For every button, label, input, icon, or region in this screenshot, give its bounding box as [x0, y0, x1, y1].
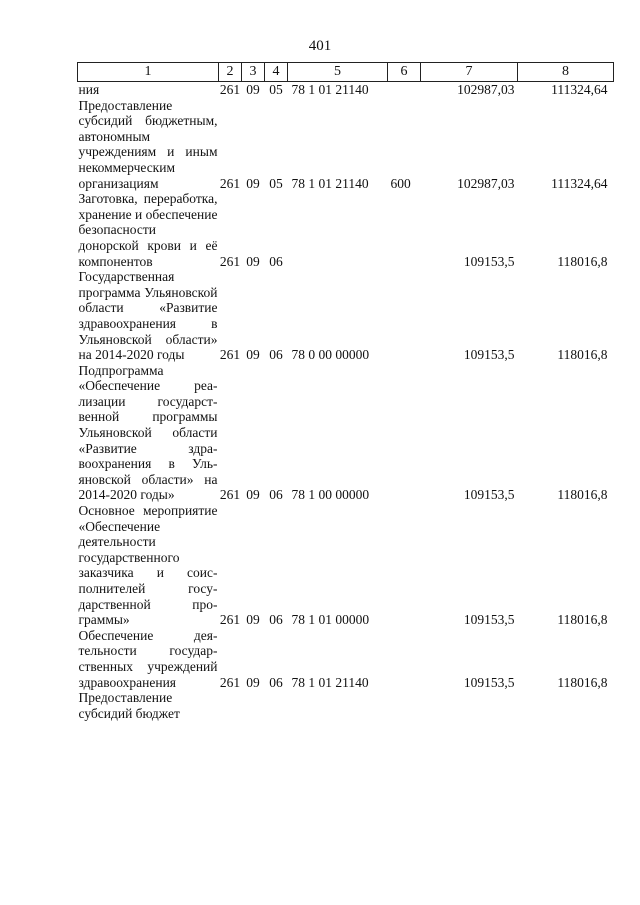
row-amount-2	[518, 690, 614, 721]
row-expense-type	[388, 269, 421, 363]
row-section	[242, 690, 265, 721]
header-row	[78, 63, 614, 82]
row-name: ния	[78, 82, 100, 97]
header-col-2: 2	[219, 63, 242, 82]
header-col-7: 7	[421, 63, 518, 82]
row-subsection: 06	[269, 612, 283, 628]
table-row	[78, 503, 614, 628]
row-amount-1	[421, 690, 518, 721]
row-target-article: 78 0 00 00000	[291, 347, 370, 363]
header-col-3: 3	[242, 63, 265, 82]
row-target-article: 78 1 01 21140	[291, 674, 369, 690]
row-expense-type	[388, 503, 421, 628]
table-row	[78, 363, 614, 503]
row-ministry	[219, 690, 242, 721]
row-amount-2: 111324,64	[551, 82, 608, 97]
row-target-article: 78 1 01 21140	[291, 82, 369, 97]
header-col-4: 4	[265, 63, 288, 82]
row-amount-1: 109153,5	[463, 487, 515, 503]
header-col-6: 6	[388, 63, 421, 82]
row-subsection: 06	[269, 674, 283, 690]
row-name: Предоставление субсидий бюджет	[78, 690, 180, 721]
row-name: Подпрограмма «Обеспечение реализации государственной программы Ульяновской области «Развитие здравоохранения в Ульяновской области» на 2014-2020 годы»	[78, 362, 218, 503]
row-amount-2: 118016,8	[557, 253, 608, 269]
row-target-article: 78 1 01 21140	[291, 175, 369, 191]
row-amount-1: 102987,03	[457, 175, 515, 191]
row-amount-1: 109153,5	[463, 612, 515, 628]
row-ministry: 261	[219, 347, 241, 363]
header-col-8: 8	[518, 63, 614, 82]
row-ministry: 261	[219, 487, 241, 503]
row-section: 09	[246, 82, 260, 97]
row-name: Предоставление субсидий бюджетным, автономным учреждениям и иным некоммерческим организациям	[78, 97, 218, 191]
budget-table	[77, 62, 614, 721]
row-section: 09	[246, 487, 260, 503]
row-amount-2: 118016,8	[557, 487, 608, 503]
row-expense-type	[388, 191, 421, 269]
page-number: 401	[308, 38, 332, 54]
row-expense-type	[388, 363, 421, 503]
row-subsection: 05	[269, 175, 283, 191]
row-section: 09	[246, 347, 260, 363]
row-amount-2: 118016,8	[557, 347, 608, 363]
row-subsection: 05	[269, 82, 283, 97]
row-expense-type: 600	[390, 175, 411, 191]
table-row	[78, 98, 614, 192]
row-amount-1: 109153,5	[463, 347, 515, 363]
table-row	[78, 82, 614, 98]
row-amount-1: 102987,03	[457, 82, 515, 97]
row-target-article	[288, 690, 388, 721]
row-section: 09	[246, 612, 260, 628]
row-name: Государственная программа Ульяновской области «Развитие здравоохранения в Ульяновской области» на 2014-2020 годы	[78, 269, 218, 363]
row-section: 09	[246, 253, 260, 269]
row-ministry: 261	[219, 82, 241, 97]
row-ministry: 261	[219, 612, 241, 628]
row-section: 09	[246, 674, 260, 690]
row-name: Заготовка, переработка, хранение и обеспечение безопасности донорской крови и её компонентов	[78, 191, 218, 269]
header-col-1: 1	[78, 63, 219, 82]
row-target-article: 78 1 00 00000	[291, 487, 370, 503]
row-section: 09	[246, 175, 260, 191]
row-ministry: 261	[219, 175, 241, 191]
table-row	[78, 628, 614, 690]
row-amount-2: 118016,8	[557, 612, 608, 628]
row-subsection: 06	[269, 487, 283, 503]
row-target-article	[288, 191, 388, 269]
row-name: Обеспечение деятельности государственных учреждений здравоохранения	[78, 627, 218, 690]
table-row	[78, 191, 614, 269]
row-subsection: 06	[269, 347, 283, 363]
row-subsection	[265, 690, 288, 721]
row-amount-2: 111324,64	[551, 175, 608, 191]
row-target-article: 78 1 01 00000	[291, 612, 370, 628]
row-amount-1: 109153,5	[463, 674, 515, 690]
row-name: Основное мероприятие «Обеспечение деятельности государственного заказчика и соисполнителей государственной программы»	[78, 503, 218, 628]
row-subsection: 06	[269, 253, 283, 269]
row-expense-type	[388, 82, 421, 98]
row-ministry: 261	[219, 253, 241, 269]
table-row	[78, 690, 614, 721]
row-expense-type	[388, 690, 421, 721]
row-expense-type	[388, 628, 421, 690]
row-amount-1: 109153,5	[463, 253, 515, 269]
row-amount-2: 118016,8	[557, 674, 608, 690]
row-ministry: 261	[219, 674, 241, 690]
header-col-5: 5	[288, 63, 388, 82]
table-row	[78, 269, 614, 363]
